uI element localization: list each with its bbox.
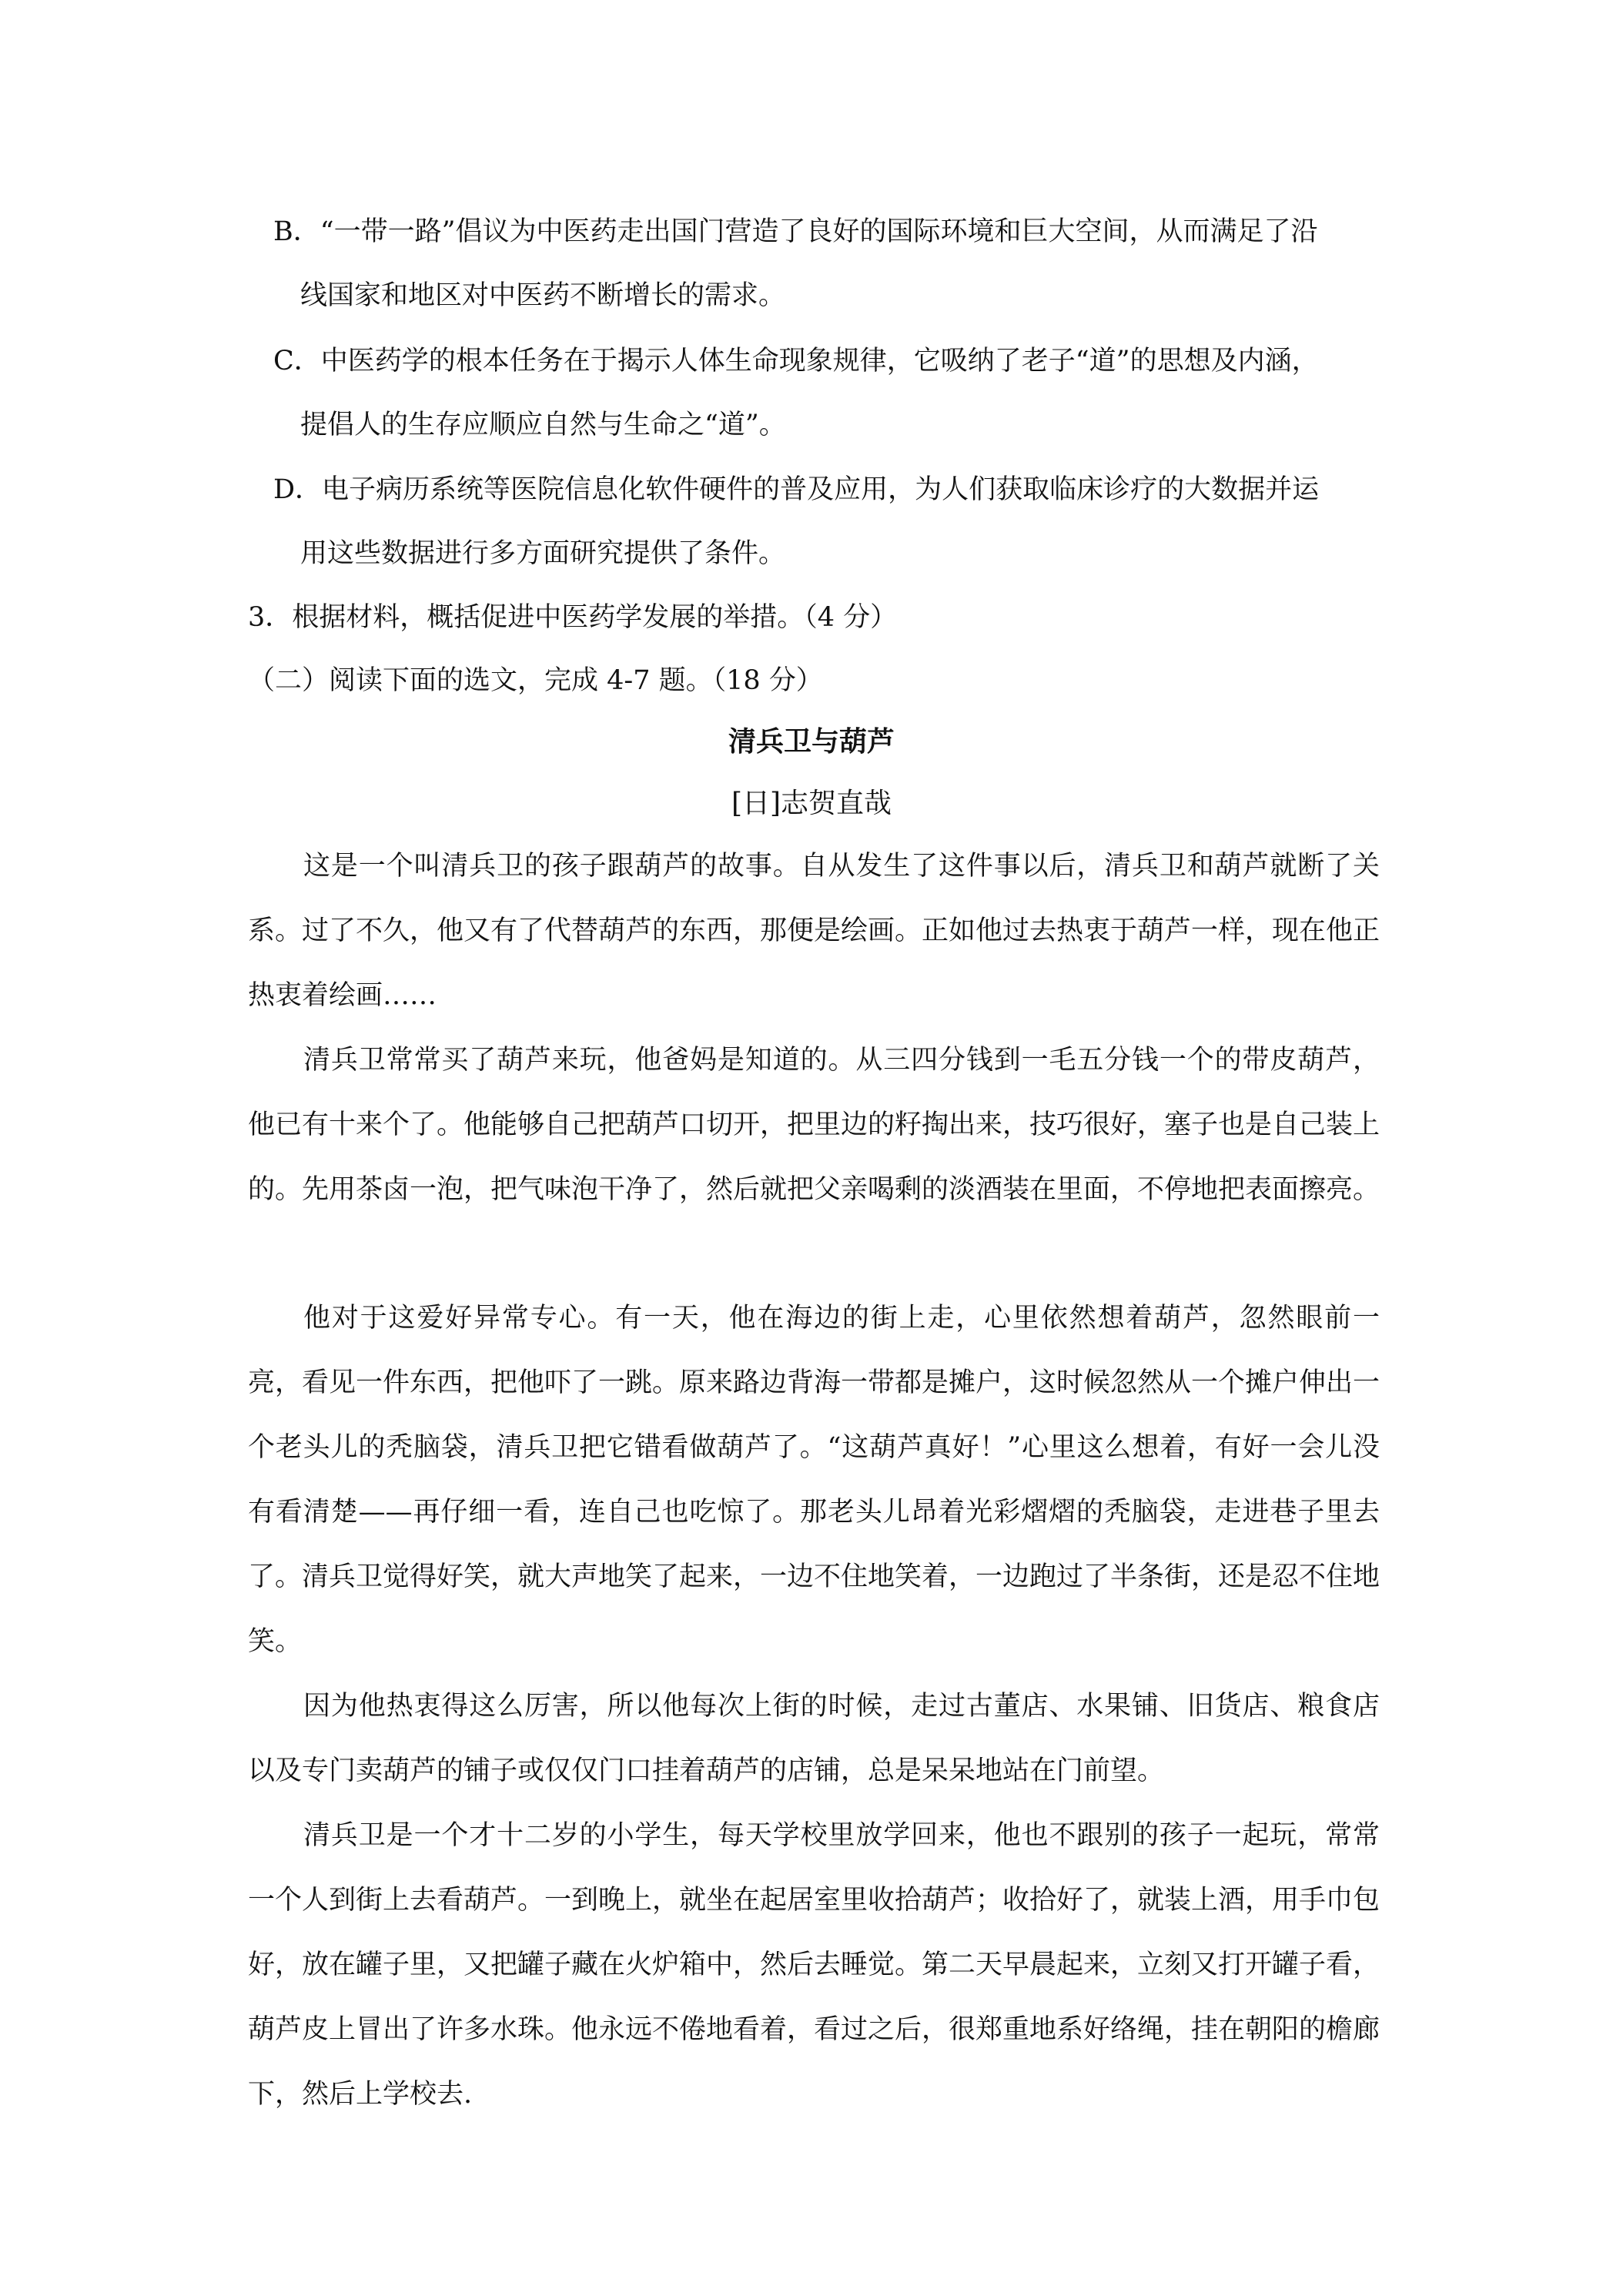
option-c-line2: 提倡人的生存应顺应自然与生命之“道”。 bbox=[300, 410, 786, 440]
option-b-line2: 线国家和地区对中医药不断增长的需求。 bbox=[300, 280, 786, 311]
paragraph-1: 这是一个叫清兵卫的孩子跟葫芦的故事。自从发生了这件事以后，清兵卫和葫芦就断了关系。过了不久，他又有了代替葫芦的东西，那便是绘画。正如他过去热衷于葫芦一样，现在他正热衷着绘画…… bbox=[248, 851, 1380, 1011]
story-title: 清兵卫与葫芦 bbox=[728, 726, 895, 758]
paragraph-3: 他对于这爱好异常专心。有一天，他在海边的街上走，心里依然想着葫芦，忽然眼前一亮，看见一件东西，把他吓了一跳。原来路边背海一带都是摊户，这时候忽然从一个摊户伸出一个老头儿的秃脑袋，清兵卫把它错看做葫芦了。“这葫芦真好！”心里这么想着，有好一会儿没有看清楚——再仔细一看，连自己也吃惊了。那老头儿昂着光彩熠熠的秃脑袋，走进巷子里去了。清兵卫觉得好笑，就大声地笑了起来，一边不住地笑着，一边跑过了半条街，还是忍不住地笑。 bbox=[248, 1303, 1380, 1657]
paragraph-5: 清兵卫是一个才十二岁的小学生，每天学校里放学回来，他也不跟别的孩子一起玩，常常一个人到街上去看葫芦。一到晚上，就坐在起居室里收拾葫芦；收拾好了，就装上酒，用手巾包好，放在罐子里，又把罐子藏在火炉箱中，然后去睡觉。第二天早晨起来，立刻又打开罐子看，葫芦皮上冒出了许多水珠。他永远不倦地看着，看过之后，很郑重地系好络绳，挂在朝阳的檐廊下，然后上学校去. bbox=[248, 1820, 1380, 2110]
paragraph-4: 因为他热衷得这么厉害，所以他每次上街的时候，走过古董店、水果铺、旧货店、粮食店以及专门卖葫芦的铺子或仅仅门口挂着葫芦的店铺，总是呆呆地站在门前望。 bbox=[248, 1691, 1380, 1786]
section-2-heading: （二）阅读下面的选文，完成 4-7 题。（18 分） bbox=[248, 665, 823, 696]
story-author: [日]志贺直哉 bbox=[731, 788, 892, 819]
option-d-line2: 用这些数据进行多方面研究提供了条件。 bbox=[300, 538, 786, 569]
option-c-line1: C．中医药学的根本任务在于揭示人体生命现象规律，它吸纳了老子“道”的思想及内涵， bbox=[273, 346, 1319, 377]
paragraph-2: 清兵卫常常买了葫芦来玩，他爸妈是知道的。从三四分钱到一毛五分钱一个的带皮葫芦，他已有十来个了。他能够自己把葫芦口切开，把里边的籽掏出来，技巧很好，塞子也是自己装上的。先用茶卤一泡，把气味泡干净了，然后就把父亲喝剩的淡酒装在里面，不停地把表面擦亮。 bbox=[248, 1045, 1380, 1205]
option-b-line1: B．“一带一路”倡议为中医药走出国门营造了良好的国际环境和巨大空间，从而满足了沿 bbox=[273, 216, 1318, 247]
question-3: 3．根据材料，概括促进中医药学发展的举措。（4 分） bbox=[248, 602, 898, 633]
option-d-line1: D．电子病历系统等医院信息化软件硬件的普及应用，为人们获取临床诊疗的大数据并运 bbox=[273, 474, 1320, 505]
